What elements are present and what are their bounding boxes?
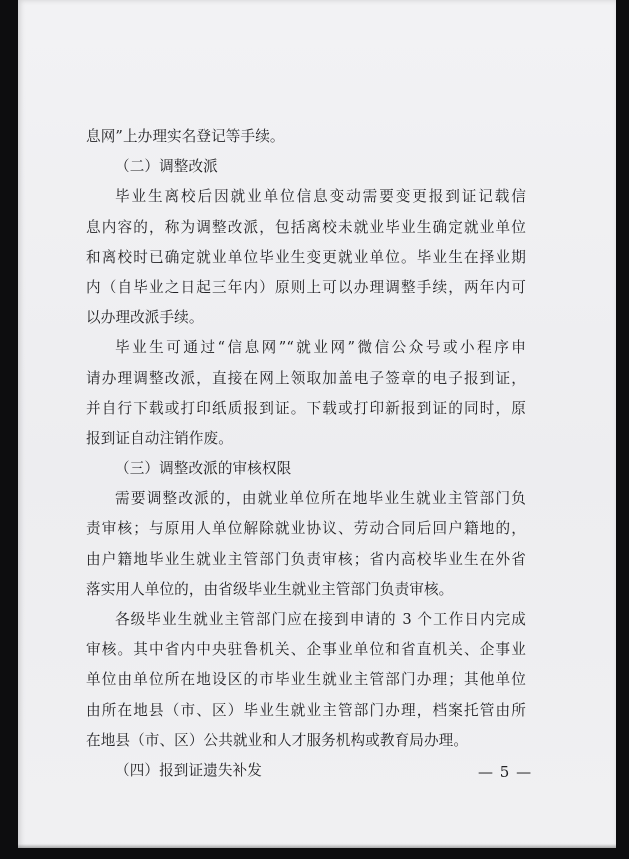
paragraph-line: 毕业生离校后因就业单位信息变动需要变更报到证记载信 <box>115 188 526 206</box>
paragraph-line: 由户籍地毕业生就业主管部门负责审核；省内高校毕业生在外省 <box>86 550 526 568</box>
paragraph-line: 各级毕业生就业主管部门应在接到申请的 3 个工作日内完成 <box>115 611 526 628</box>
section-heading-adjustment: （二）调整改派 <box>115 158 218 176</box>
paragraph-line: 请办理调整改派，直接在网上领取加盖电子签章的电子报到证， <box>86 369 526 387</box>
paragraph-line: 息内容的，称为调整改派，包括离校未就业毕业生确定就业单位 <box>86 218 526 236</box>
page-number: — 5 — <box>478 763 533 781</box>
paragraph-line-end: 以办理改派手续。 <box>86 309 204 327</box>
paragraph-line: 需要调整改派的，由就业单位所在地毕业生就业主管部门负 <box>115 490 526 508</box>
paragraph-line: 并自行下载或打印纸质报到证。下载或打印新报到证的同时，原 <box>86 399 526 417</box>
paragraph-line: 毕业生可通过“信息网”“就业网”微信公众号或小程序申 <box>115 339 526 357</box>
paragraph-line: 单位由单位所在地设区的市毕业生就业主管部门办理；其他单位 <box>86 671 526 689</box>
paragraph-line-end: 报到证自动注销作废。 <box>86 429 233 447</box>
paragraph-line: 审核。其中省内中央驻鲁机关、企事业单位和省直机关、企事业 <box>86 641 526 659</box>
text-line-continuation: 息网”上办理实名登记等手续。 <box>86 128 285 145</box>
paragraph-line: 责审核；与原用人单位解除就业协议、劳动合同后回户籍地的， <box>86 520 526 538</box>
paragraph-line: 和离校时已确定就业单位毕业生变更就业单位。毕业生在择业期 <box>86 248 526 266</box>
body-text <box>86 122 526 786</box>
document-page <box>18 0 616 848</box>
paragraph-line-end: 在地县（市、区）公共就业和人才服务机构或教育局办理。 <box>86 731 469 749</box>
section-heading-review-authority: （三）调整改派的审核权限 <box>115 460 292 478</box>
section-heading-reissue: （四）报到证遗失补发 <box>115 761 262 779</box>
paragraph-line: 内（自毕业之日起三年内）原则上可以办理调整手续，两年内可 <box>86 278 526 296</box>
paragraph-line-end: 落实用人单位的，由省级毕业生就业主管部门负责审核。 <box>86 580 454 598</box>
paragraph-line: 由所在地县（市、区）毕业生就业主管部门办理，档案托管由所 <box>86 701 526 719</box>
